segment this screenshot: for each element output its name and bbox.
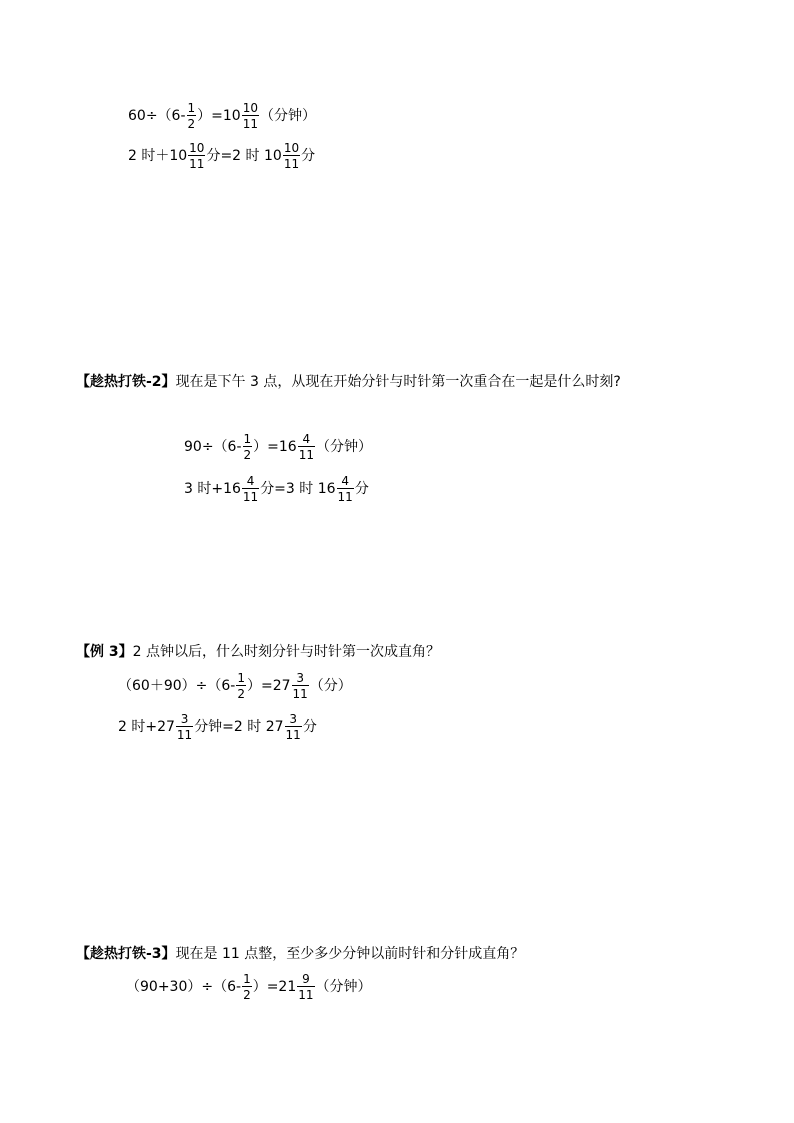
- example-text: 2 点钟以后，什么时刻分针与时针第一次成直角？: [132, 644, 440, 660]
- problem-label: 【趁热打铁-2】: [76, 374, 176, 390]
- fraction: $\frac{1}{2}$: [187, 101, 196, 131]
- fraction: $\frac{3}{11}$: [285, 712, 301, 742]
- fraction: $\frac{1}{2}$: [237, 671, 245, 701]
- equation-text: 分: [301, 148, 316, 164]
- example-heading: [76, 645, 440, 659]
- equation-text: 分=2 时 10: [206, 148, 282, 164]
- equation-text: 90÷（6-: [184, 439, 242, 455]
- equation-text: ）=27: [246, 678, 291, 694]
- equation-text: （分钟）: [315, 439, 372, 455]
- problem-text: 现在是下午 3 点，从现在开始分针与时针第一次重合在一起是什么时刻?: [175, 374, 621, 390]
- fraction: $\frac{1}{2}$: [243, 432, 252, 462]
- equation-text: ）=21: [252, 979, 297, 995]
- problem-label: 【趁热打铁-3】: [76, 946, 176, 962]
- fraction: $\frac{3}{11}$: [292, 671, 308, 701]
- equation-text: ）=10: [197, 108, 241, 124]
- fraction: $\frac{4}{11}$: [298, 432, 314, 462]
- fraction: $\frac{3}{11}$: [176, 712, 193, 742]
- equation-text: 2 时+27: [118, 719, 175, 735]
- equation-text: 60÷（6-: [128, 108, 186, 124]
- equation-text: （90+30）÷（6-: [126, 979, 242, 995]
- equation-text: 分: [354, 481, 369, 497]
- equation-text: ）=16: [253, 439, 297, 455]
- problem-heading: [76, 947, 524, 961]
- problem-text: 现在是 11 点整，至少多少分钟以前时针和分针成直角？: [175, 946, 525, 962]
- equation-text: （分）: [309, 678, 352, 694]
- equation-text: （分钟）: [315, 979, 372, 995]
- fraction: $\frac{10}{11}$: [189, 141, 205, 171]
- fraction: $\frac{10}{11}$: [283, 141, 300, 171]
- example-label: 【例 3】: [76, 644, 133, 660]
- fraction: $\frac{10}{11}$: [242, 101, 258, 131]
- equation-line: [118, 672, 352, 700]
- fraction: $\frac{9}{11}$: [298, 972, 314, 1002]
- equation-line: [128, 102, 316, 130]
- equation-line: [118, 713, 317, 741]
- equation-text: 3 时+16: [184, 481, 241, 497]
- equation-line: [126, 973, 372, 1001]
- equation-line: [184, 433, 372, 461]
- equation-line: [184, 475, 369, 503]
- equation-text: 2 时＋10: [128, 148, 188, 164]
- equation-text: （分钟）: [259, 108, 316, 124]
- problem-heading: [76, 375, 621, 389]
- fraction: $\frac{4}{11}$: [337, 474, 353, 504]
- equation-text: 分钟=2 时 27: [194, 719, 284, 735]
- fraction: $\frac{1}{2}$: [243, 972, 251, 1002]
- equation-text: （60＋90）÷（6-: [118, 678, 236, 694]
- equation-text: 分: [302, 719, 317, 735]
- fraction: $\frac{4}{11}$: [242, 474, 259, 504]
- equation-line: [128, 142, 315, 170]
- equation-text: 分=3 时 16: [260, 481, 336, 497]
